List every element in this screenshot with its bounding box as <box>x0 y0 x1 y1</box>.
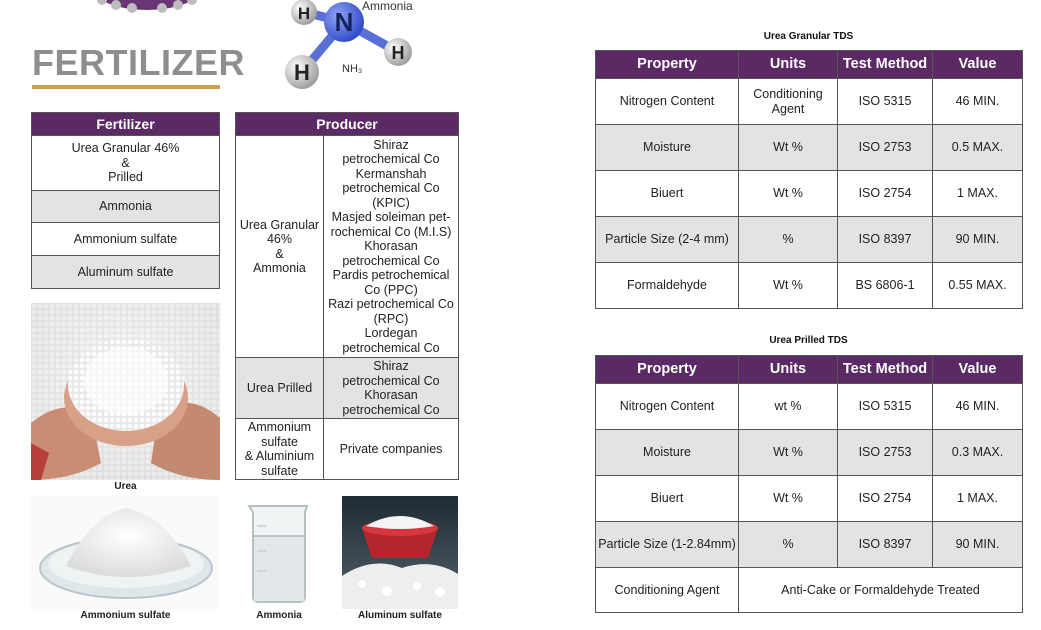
table-cell: Moisture <box>596 430 739 476</box>
fertilizer-table <box>31 112 220 289</box>
table-cell: 1 MAX. <box>933 476 1023 522</box>
ammonium-sulfate-photo-caption: Ammonium sulfate <box>80 610 171 621</box>
table-cell: 46 MIN. <box>933 384 1023 430</box>
table-cell: Wt % <box>739 430 838 476</box>
table-cell: Biuert <box>596 476 739 522</box>
title-underline <box>32 85 220 89</box>
table-cell: ISO 2753 <box>838 430 933 476</box>
table-cell: wt % <box>739 384 838 430</box>
logo-arc-graphic <box>72 0 222 20</box>
fertilizer-row: Urea Granular 46% & Prilled <box>32 136 220 191</box>
table-cell: ISO 5315 <box>838 384 933 430</box>
ammonia-molecule-icon <box>282 0 442 96</box>
fertilizer-row: Aluminum sulfate <box>32 256 220 289</box>
column-header: Property <box>596 51 739 79</box>
table-cell: Wt % <box>739 171 838 217</box>
aluminum-sulfate-photo-caption: Aluminum sulfate <box>358 610 442 621</box>
ammonia-beaker-photo <box>235 496 323 609</box>
producer-product-cell: Ammonium sulfate & Aluminium sulfate <box>236 419 324 480</box>
molecule-n-label: N <box>334 7 354 37</box>
table-cell: ISO 2754 <box>838 476 933 522</box>
column-header: Test Method <box>838 51 933 79</box>
table-cell: 90 MIN. <box>933 522 1023 568</box>
molecule-h3-label: H <box>294 60 310 85</box>
table-cell: 46 MIN. <box>933 79 1023 125</box>
producer-header: Producer <box>236 113 459 136</box>
column-header: Property <box>596 356 739 384</box>
molecule-h2-label: H <box>391 43 405 63</box>
table-cell: 1 MAX. <box>933 171 1023 217</box>
table-cell: 0.55 MAX. <box>933 263 1023 309</box>
table-cell: % <box>739 217 838 263</box>
table-cell: Particle Size (1-2.84mm) <box>596 522 739 568</box>
molecule-formula: NH₃ <box>342 63 363 75</box>
column-header: Test Method <box>838 356 933 384</box>
granular-tds-caption: Urea Granular TDS <box>763 31 854 42</box>
producer-list-cell: Private companies <box>324 419 459 480</box>
column-header: Value <box>933 51 1023 79</box>
fertilizer-row: Ammonia <box>32 191 220 223</box>
table-cell: % <box>739 522 838 568</box>
producer-list-cell: Shiraz petrochemical Co Khorasan petrochemical Co <box>324 358 459 419</box>
column-header: Units <box>739 51 838 79</box>
prilled-tds-table <box>595 355 1023 613</box>
table-cell: ISO 5315 <box>838 79 933 125</box>
table-cell: Nitrogen Content <box>596 384 739 430</box>
table-cell: 0.5 MAX. <box>933 125 1023 171</box>
page-title: FERTILIZER <box>32 42 245 83</box>
table-cell: 90 MIN. <box>933 217 1023 263</box>
table-cell: BS 6806-1 <box>838 263 933 309</box>
urea-photo-caption: Urea <box>114 481 137 492</box>
fertilizer-header: Fertilizer <box>32 113 220 136</box>
table-cell: ISO 2753 <box>838 125 933 171</box>
table-cell: ISO 8397 <box>838 522 933 568</box>
table-cell: Particle Size (2-4 mm) <box>596 217 739 263</box>
table-cell: 0.3 MAX. <box>933 430 1023 476</box>
producer-table <box>235 112 459 480</box>
prilled-tds-caption: Urea Prilled TDS <box>769 335 848 346</box>
table-cell: Wt % <box>739 263 838 309</box>
granular-tds-table <box>595 50 1023 309</box>
table-cell: Wt % <box>739 476 838 522</box>
table-cell: ISO 8397 <box>838 217 933 263</box>
table-cell: Formaldehyde <box>596 263 739 309</box>
aluminum-sulfate-photo <box>342 496 458 609</box>
table-cell: ISO 2754 <box>838 171 933 217</box>
producer-list-cell: Shiraz petrochemical Co Kermanshah petrochemical Co (KPIC) Masjed soleiman pet- rochemical Co (M.I.S) Khorasan petrochemical Co Pardis petrochemical Co (PPC) Razi petrochemical Co (RPC) Lordegan petrochemical Co <box>324 136 459 358</box>
producer-product-cell: Urea Prilled <box>236 358 324 419</box>
table-cell: Biuert <box>596 171 739 217</box>
table-cell: Anti-Cake or Formaldehyde Treated <box>739 568 1023 613</box>
table-cell: Conditioning Agent <box>739 79 838 125</box>
column-header: Units <box>739 356 838 384</box>
ammonium-sulfate-photo <box>31 496 220 609</box>
fertilizer-row: Ammonium sulfate <box>32 223 220 256</box>
molecule-name: Ammonia <box>362 0 413 13</box>
table-cell: Moisture <box>596 125 739 171</box>
table-cell: Nitrogen Content <box>596 79 739 125</box>
molecule-h1-label: H <box>297 4 311 23</box>
producer-product-cell: Urea Granular 46% & Ammonia <box>236 136 324 358</box>
column-header: Value <box>933 356 1023 384</box>
urea-photo <box>31 303 220 480</box>
table-cell: Conditioning Agent <box>596 568 739 613</box>
ammonia-photo-caption: Ammonia <box>256 610 302 621</box>
table-cell: Wt % <box>739 125 838 171</box>
